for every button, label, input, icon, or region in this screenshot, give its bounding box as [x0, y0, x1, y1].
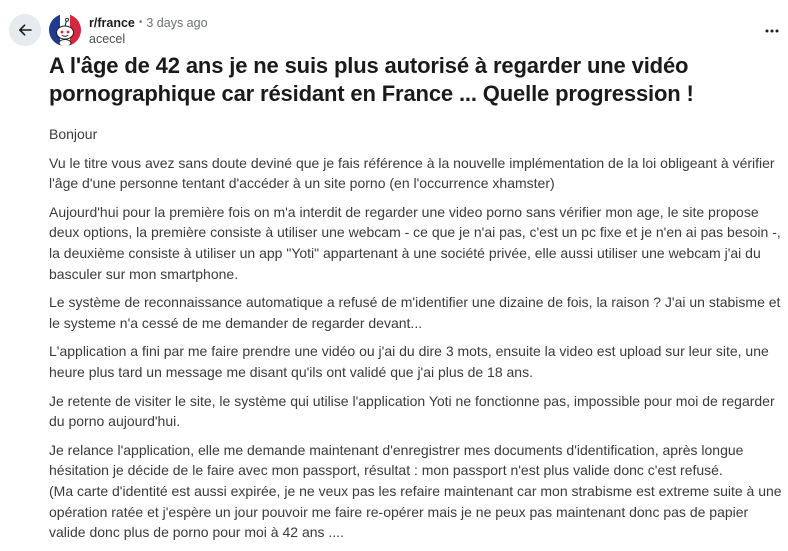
subreddit-link[interactable]: r/france [89, 16, 135, 30]
subreddit-avatar[interactable] [49, 14, 81, 46]
body-paragraph: Je retente de visiter le site, le système qui utilise l'application Yoti ne fonctionne pas, impossible pour moi de regarder du porno aujourd'hui. [49, 392, 775, 430]
more-options-button[interactable] [758, 22, 786, 40]
body-paragraph: (Ma carte d'identité est aussi expirée, je ne veux pas les refaire maintenant car mon strabisme est extreme suite à une opération ratée et j'espère un jour pouvoir me faire re-opérer mais je ne peux pas maintenant donc pas de papier valide donc plus de porno pour moi à 42 ans .... [49, 482, 782, 541]
post-age: 3 days ago [146, 16, 208, 30]
body-paragraph: Vu le titre vous avez sans doute deviné que je fais référence à la nouvelle implémentation de la loi obligeant à vérifier l'âge d'une personne tentant d'accéder à un site porno (en l'occurrence xhamster) [49, 154, 775, 192]
body-paragraph: Le système de reconnaissance automatique a refusé de m'identifier une dizaine de fois, la raison ? J'ai un stabisme et le systeme n'a cessé de me demander de regarder devant... [49, 294, 781, 331]
arrow-left-icon [17, 22, 33, 38]
more-horizontal-icon [765, 29, 779, 33]
body-paragraph: Je relance l'application, elle me demande maintenant d'enregistrer mes documents d'identification, après longue hésitation je décide de le faire avec mon passport, résultat : mon passport n'est plus valide donc c'est refusé. [49, 441, 744, 479]
back-button[interactable] [9, 14, 41, 46]
post-body [49, 124, 787, 551]
body-paragraph: L'application a fini par me faire prendre une vidéo ou j'ai du dire 3 mots, ensuite la video est upload sur leur site, une heure plus tard un message me disant qu'ils ont validé que j'ai plus de 18 ans. [49, 343, 769, 380]
snoo-french-flag-avatar-icon [49, 14, 81, 46]
meta-separator: • [138, 17, 143, 28]
post-meta [89, 15, 208, 47]
post-title[interactable]: A l'âge de 42 ans je ne suis plus autorisé à regarder une vidéo pornographique car résidant en France ... Quelle progression ! [49, 53, 694, 106]
author-link[interactable]: acecel [89, 32, 126, 46]
body-paragraph: Aujourd'hui pour la première fois on m'a interdit de regarder une video porno sans vérifier mon age, le site propose deux options, la première consiste à utiliser une webcam - ce que je n'ai pas, c'est un pc fixe et je n'en ai pas besoin -, la deuxième consiste à utiliser un app "Yoti" appartenant à une société privée, elle aussi utiliser une webcam j'ai du basculer sur mon smartphone. [49, 203, 781, 282]
body-paragraph: Bonjour [49, 126, 98, 142]
